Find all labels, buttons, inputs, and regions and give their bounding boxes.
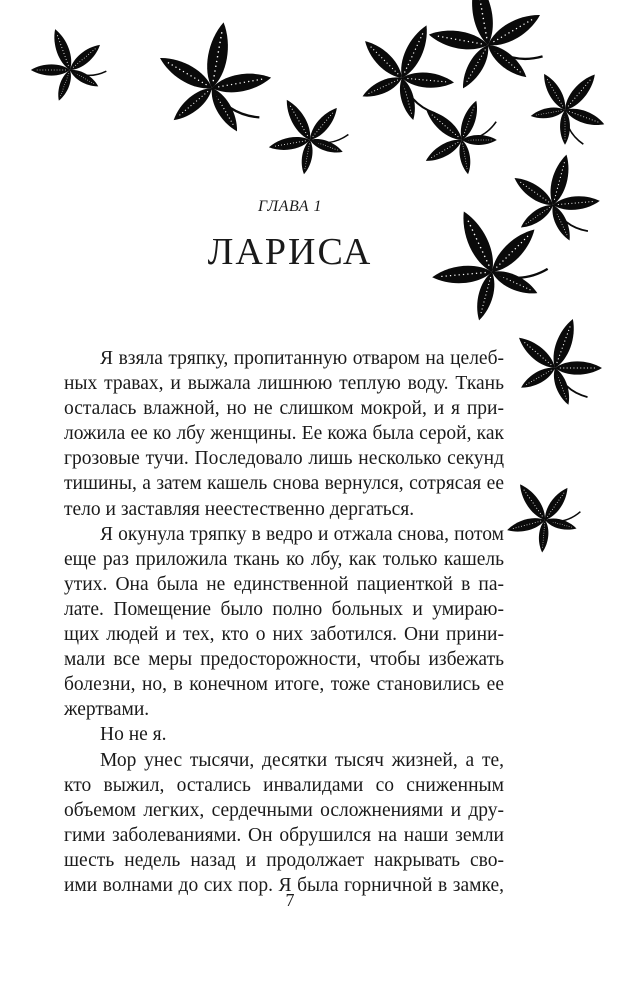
text-line: ных травах, и выжала лишнюю теплую воду. Ткань [64,373,504,395]
text-line: лате. Помещение было полно больных и умираю- [64,598,504,620]
text-line: осталась влажной, но не слишком мокрой, и я при- [64,398,504,420]
leaf-icon [400,79,511,191]
text-line: гими заболеваниями. Он обрушился на наши земли [64,824,504,846]
text-line: жертвами. [64,699,150,721]
text-line: ими волнами до сих пор. Я была горничной в замке, [64,874,504,896]
text-line: Я окунула тряпку в ведро и отжала снова, потом [100,523,504,545]
leaf-icon [500,303,617,415]
text-line: щих людей и тех, кто о них заботился. Они прини- [64,624,504,646]
chapter-label: ГЛАВА 1 [258,198,322,215]
body-text [64,346,504,898]
text-line: Мор унес тысячи, десятки тысяч жизней, а те, [100,749,504,771]
chapter-title: ЛАРИСА [207,231,373,273]
text-line: болезни, но, в конечном итоге, тоже становились ее [64,674,504,696]
text-line: объемом легких, сердечными осложнениями и дру- [64,799,504,821]
text-line: утих. Она была не единственной пациенткой в па- [64,573,504,595]
text-line: кто выжил, остались инвалидами со сниженным [64,774,504,796]
text-line: тело и заставляя неестественно дергаться. [64,498,415,520]
leaf-icon [339,4,473,134]
text-line: Но не я. [100,724,167,746]
text-line: мали все меры предосторожности, чтобы избежать [64,649,504,671]
text-line: ложила ее ко лбу женщины. Ее кожа была серой, как [64,423,504,445]
leaf-icon [251,79,361,186]
text-line: грозовые тучи. Последовало лишь несколько секунд [64,448,504,470]
text-line: Я взяла тряпку, пропитанную отваром на целеб- [100,348,504,369]
text-line: тишины, а затем кашель снова вернулся, сотрясая ее [64,473,504,495]
text-line: еще раз приложила ткань ко лбу, как только кашель [64,548,504,570]
text-line: шесть недель назад и продолжает накрывать сво- [64,849,504,871]
leaf-icon [488,462,592,565]
leaf-icon [19,16,116,110]
leaf-icon [514,48,619,159]
leaf-icon [146,12,282,141]
page-number: 7 [285,890,295,910]
